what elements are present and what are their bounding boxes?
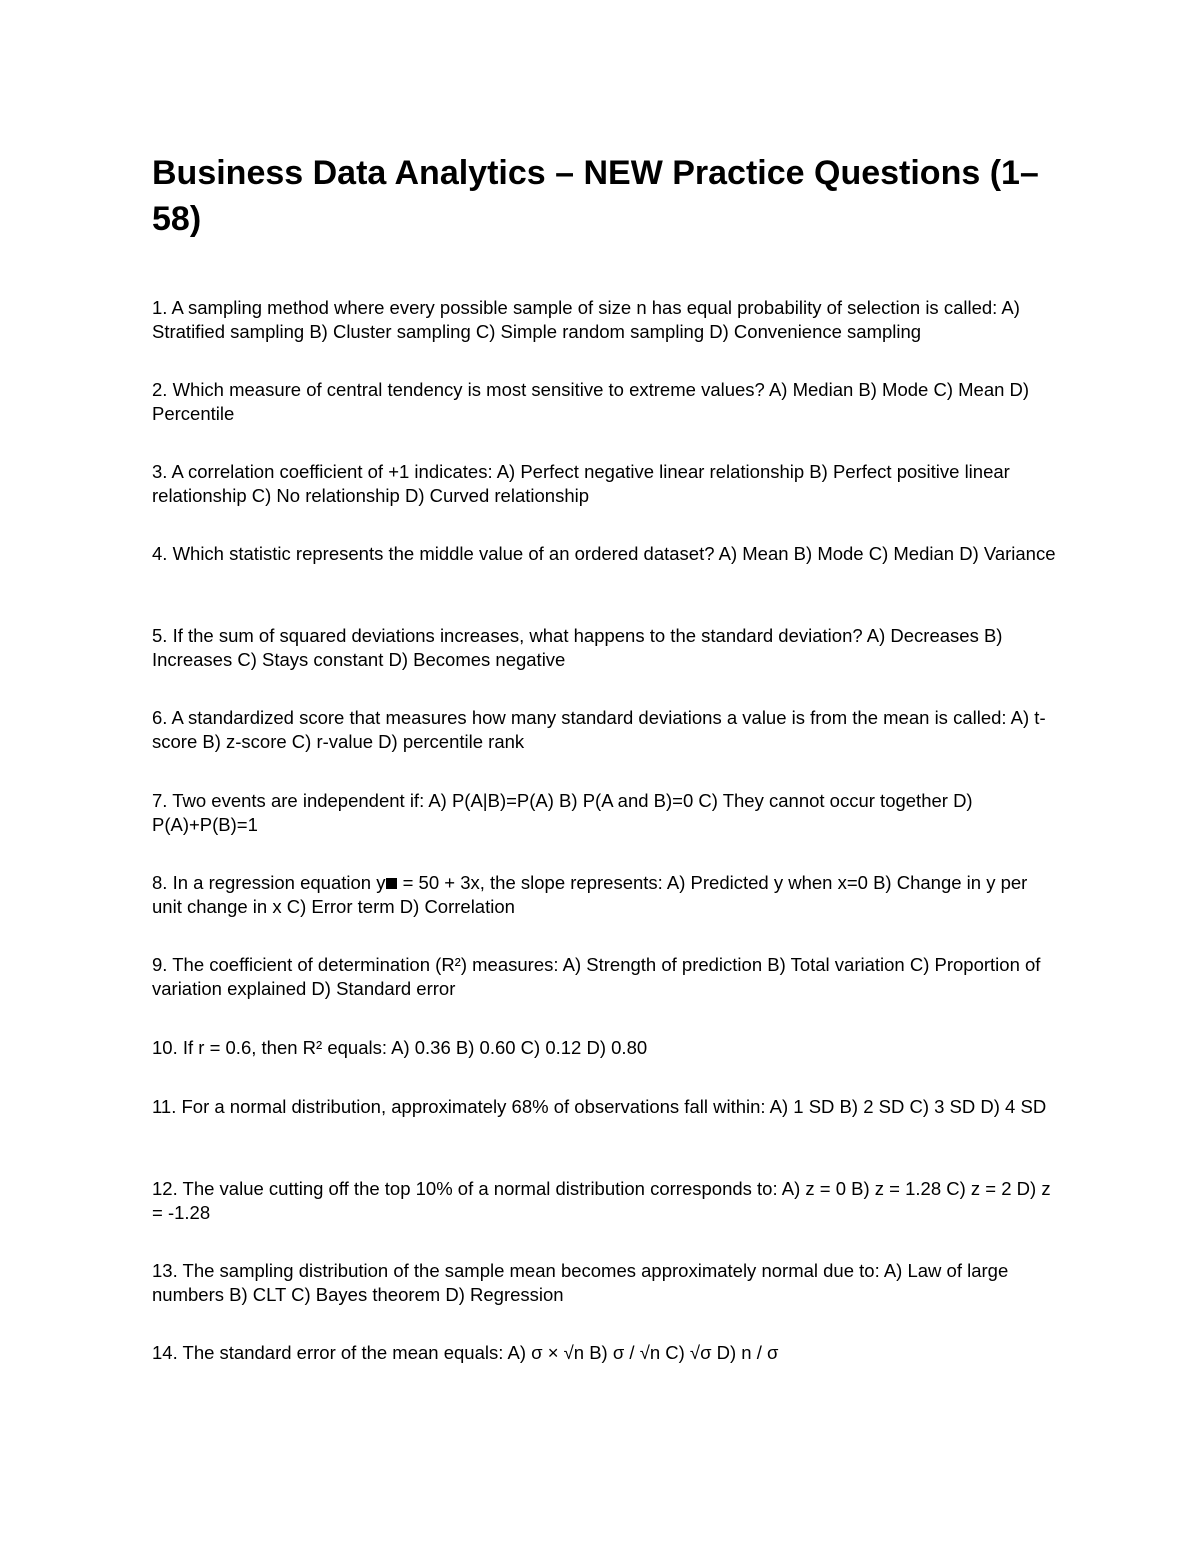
- document-title: Business Data Analytics – NEW Practice Questions (1–58): [152, 154, 1039, 238]
- question-8-text-end: = 50 + 3x, the slope represents: A) Predicted y when x=0 B) Change in y per unit change in x C) Error term D) Correlation: [152, 872, 1028, 917]
- question-8: [152, 871, 1062, 919]
- question-4: 4. Which statistic represents the middle value of an ordered dataset? A) Mean B) Mode C) Median D) Variance: [152, 543, 1056, 564]
- question-12: 12. The value cutting off the top 10% of a normal distribution corresponds to: A) z = 0 B) z = 1.28 C) z = 2 D) z = -1.28: [152, 1178, 1051, 1223]
- question-3: 3. A correlation coefficient of +1 indicates: A) Perfect negative linear relationship B) Perfect positive linear relationship C) No relationship D) Curved relationship: [152, 461, 1010, 506]
- question-13: 13. The sampling distribution of the sample mean becomes approximately normal due to: A) Law of large numbers B) CLT C) Bayes theorem D) Regression: [152, 1260, 1009, 1305]
- question-14: 14. The standard error of the mean equals: A) σ × √n B) σ / √n C) √σ D) n / σ: [152, 1342, 779, 1363]
- question-10: 10. If r = 0.6, then R² equals: A) 0.36 B) 0.60 C) 0.12 D) 0.80: [152, 1037, 648, 1058]
- question-9: 9. The coefficient of determination (R²) measures: A) Strength of prediction B) Total variation C) Proportion of variation explained D) Standard error: [152, 954, 1041, 999]
- question-8-text-start: 8. In a regression equation y: [152, 872, 386, 893]
- question-5: 5. If the sum of squared deviations increases, what happens to the standard deviation? A) Decreases B) Increases C) Stays constant D) Becomes negative: [152, 625, 1003, 670]
- question-7: 7. Two events are independent if: A) P(A|B)=P(A) B) P(A and B)=0 C) They cannot occur together D) P(A)+P(B)=1: [152, 790, 973, 835]
- question-1: 1. A sampling method where every possible sample of size n has equal probability of selection is called: A) Stratified sampling B) Cluster sampling C) Simple random sampling D) Convenience sampling: [152, 297, 1020, 342]
- question-6: 6. A standardized score that measures how many standard deviations a value is from the mean is called: A) t-score B) z-score C) r-value D) percentile rank: [152, 707, 1046, 752]
- question-2: 2. Which measure of central tendency is most sensitive to extreme values? A) Median B) Mode C) Mean D) Percentile: [152, 379, 1030, 424]
- missing-glyph-square-icon: [386, 878, 397, 889]
- question-11: 11. For a normal distribution, approximately 68% of observations fall within: A) 1 SD B) 2 SD C) 3 SD D) 4 SD: [152, 1096, 1047, 1117]
